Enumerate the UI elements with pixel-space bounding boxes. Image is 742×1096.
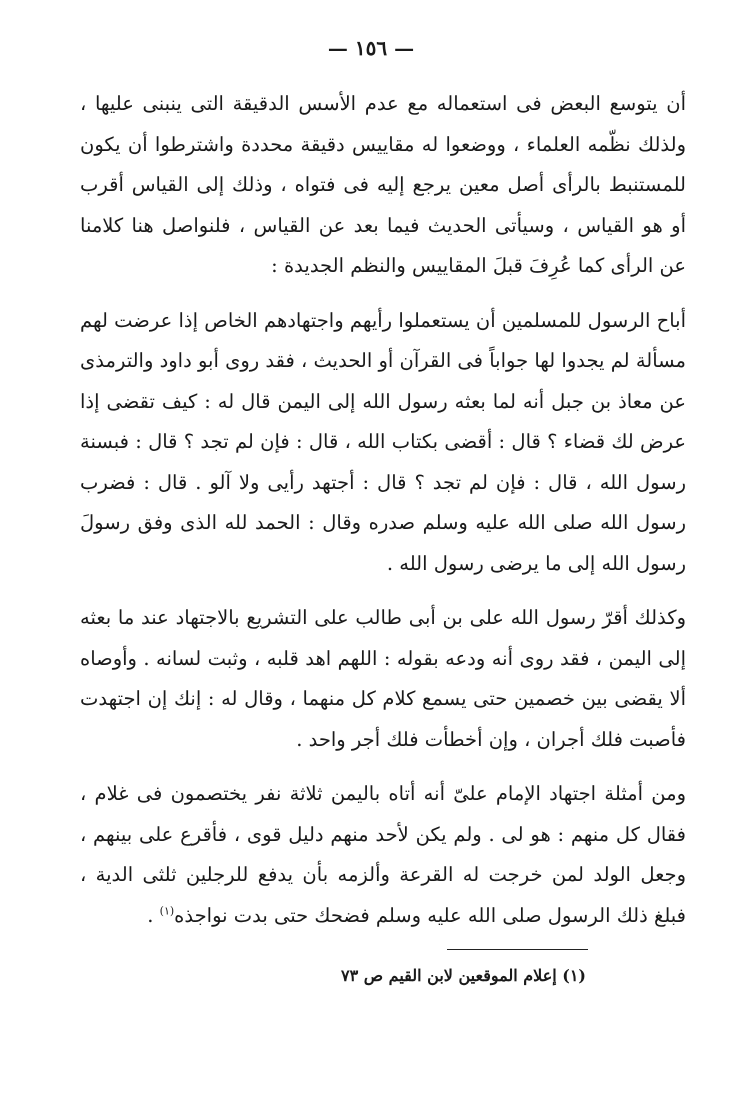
footnote-separator [447, 949, 588, 950]
footnote: (١) إعلام الموقعين لابن القيم ص ٧٣ [341, 966, 586, 985]
paragraph-4-end: . [147, 903, 160, 927]
main-text [80, 84, 686, 936]
paragraph-3: وكذلك أقرّ رسول الله على بن أبى طالب على التشريع بالاجتهاد عند ما بعثه إلى اليمن ، فقد روى أنه ودعه بقوله : اللهم اهد قلبه ، وثبت لسانه . وأوصاه ألا يقضى بين خصمين حتى يسمع كلام كل منهما ، وقال له : إنك إن اجتهدت فأصبت فلك أجران ، وإن أخطأت فلك أجر واحد . [80, 606, 686, 751]
paragraph-1: أن يتوسع البعض فى استعماله مع عدم الأسس الدقيقة التى ينبنى عليها ، ولذلك نظّمه العلماء ، ووضعوا له مقاييس دقيقة محددة واشترطوا أن يكون للمستنبط بالرأى أصل معين يرجع إليه فى فتواه ، وذلك إلى القياس أقرب أو هو القياس ، وسيأتى الحديث فيما بعد عن القياس ، فلنواصل هنا كلامنا عن الرأى كما عُرِفَ قبلَ المقاييس والنظم الجديدة : [80, 92, 686, 277]
page-number: — ١٥٦ — [327, 36, 415, 60]
paragraph-4-text: ومن أمثلة اجتهاد الإمام علىّ أنه أتاه باليمن ثلاثة نفر يختصمون فى غلام ، فقال كل منهم : هو لى . ولم يكن لأحد منهم دليل قوى ، فأقرع على بينهم ، وجعل الولد لمن خرجت له القرعة وألزمه بأن يدفع للرجلين ثلثى الدية ، فبلغ ذلك الرسول صلى الله عليه وسلم فضحك حتى بدت نواجذه [80, 782, 686, 927]
paragraph-4 [80, 774, 686, 936]
paragraph-2: أباح الرسول للمسلمين أن يستعملوا رأيهم واجتهادهم الخاص إذا عرضت لهم مسألة لم يجدوا لها جواباً فى القرآن أو الحديث ، فقد روى أبو داود والترمذى عن معاذ بن جبل أنه لما بعثه رسول الله إلى اليمن قال له : كيف تقضى إذا عرض لك قضاء ؟ قال : أقضى بكتاب الله ، قال : فإن لم تجد ؟ قال : فبسنة رسول الله ، قال : فإن لم تجد ؟ قال : أجتهد رأيى ولا آلو . قال : فضرب رسول الله صلى الله عليه وسلم صدره وقال : الحمد لله الذى وفق رسولَ رسول الله إلى ما يرضى رسول الله . [80, 308, 686, 575]
footnote-reference: (١) [159, 904, 175, 917]
